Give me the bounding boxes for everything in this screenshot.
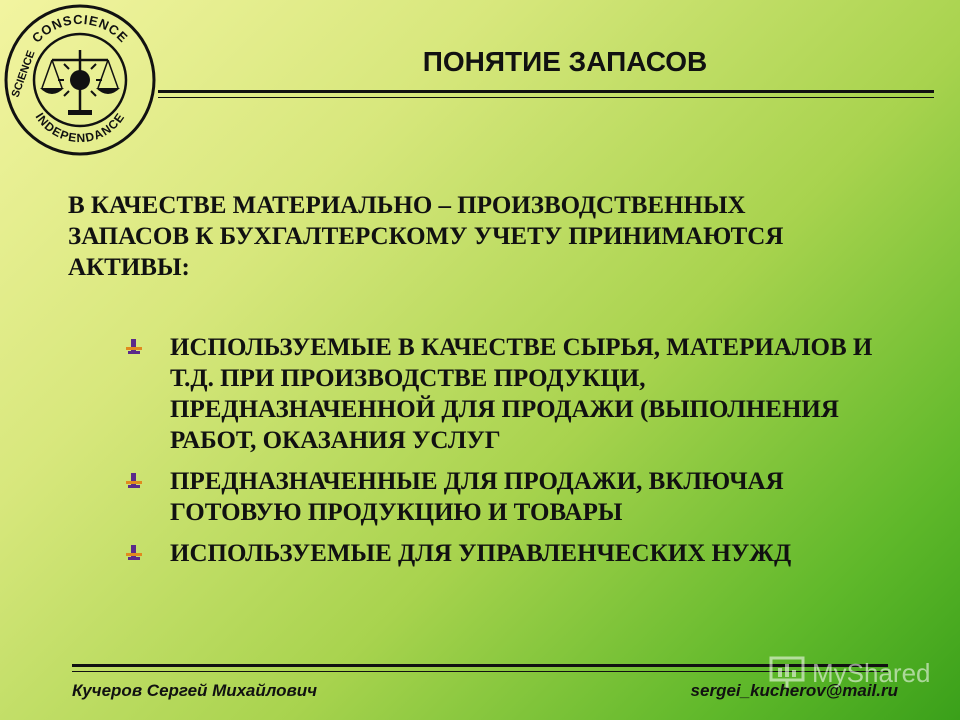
- bullet-item: [120, 466, 900, 528]
- footer-email[interactable]: sergei_kucherov@mail.ru: [690, 681, 898, 700]
- scales-sun-emblem-icon: [2, 2, 158, 158]
- presentation-screen-icon: [768, 652, 808, 692]
- bullet-text: ИСПОЛЬЗУЕМЫЕ ДЛЯ УПРАВЛЕНЧЕСКИХ НУЖД: [170, 540, 792, 567]
- svg-text:INDEPENDANCE: [33, 110, 128, 145]
- bullet-list: [120, 332, 900, 579]
- logo-emblem: [2, 2, 158, 158]
- bullet-marker-icon: [124, 472, 144, 492]
- watermark-text: MyShared: [812, 658, 931, 688]
- footer-divider: [72, 664, 888, 672]
- footer-author: Кучеров Сергей Михайлович: [72, 681, 318, 700]
- logo-left-text: SCIENCE: [9, 48, 38, 100]
- title-divider: [158, 90, 934, 98]
- bullet-marker-icon: [124, 338, 144, 358]
- bullet-item: [120, 538, 900, 569]
- bullet-text: ИСПОЛЬЗУЕМЫЕ В КАЧЕСТВЕ СЫРЬЯ, МАТЕРИАЛОВ И Т.Д. ПРИ ПРОИЗВОДСТВЕ ПРОДУКЦИ, ПРЕДНАЗНАЧЕННОЙ ДЛЯ ПРОДАЖИ (ВЫПОЛНЕНИЯ РАБОТ, ОКАЗАНИЯ УСЛУГ: [170, 334, 873, 454]
- logo-bottom-text: INDEPENDANCE: [32, 110, 128, 146]
- bullet-text: ПРЕДНАЗНАЧЕННЫЕ ДЛЯ ПРОДАЖИ, ВКЛЮЧАЯ ГОТОВУЮ ПРОДУКЦИЮ И ТОВАРЫ: [170, 468, 784, 526]
- slide-title: ПОНЯТИЕ ЗАПАСОВ: [422, 46, 708, 77]
- slide-intro-text: В КАЧЕСТВЕ МАТЕРИАЛЬНО – ПРОИЗВОДСТВЕННЫХ ЗАПАСОВ К БУХГАЛТЕРСКОМУ УЧЕТУ ПРИНИМАЮТСЯ АКТИВЫ:: [68, 192, 784, 281]
- bullet-marker-icon: [124, 544, 144, 564]
- bullet-item: [120, 332, 900, 456]
- logo-top-text: CONSCIENCE: [28, 11, 132, 46]
- watermark: [768, 652, 948, 696]
